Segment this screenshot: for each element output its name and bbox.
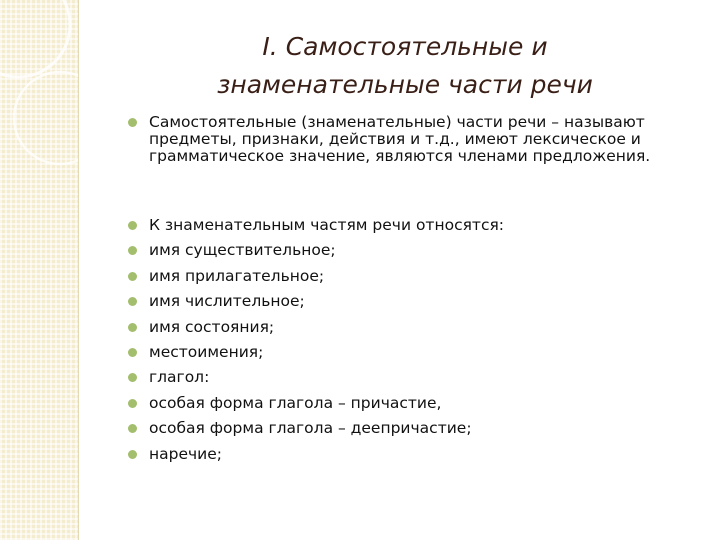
list-item: [127, 391, 707, 416]
bullet-icon: [128, 450, 137, 459]
bullet-icon: [128, 272, 137, 281]
intro-line-3: грамматическое значение, являются членами предложения.: [149, 147, 651, 165]
list-item-text: К знаменательным частям речи относятся:: [149, 216, 505, 234]
slide-title-line-1: I. Самостоятельные и: [262, 32, 548, 61]
bullet-icon: [128, 424, 137, 433]
list-item-text: особая форма глагола – деепричастие;: [149, 419, 472, 438]
slide-content: [127, 114, 707, 467]
list-item-text: местоимения;: [149, 343, 264, 362]
list-item-text: наречие;: [149, 444, 222, 463]
intro-line-1: Самостоятельные (знаменательные) части речи – называют: [149, 113, 645, 131]
list-item: [127, 416, 707, 441]
list-item: [127, 264, 707, 289]
bullet-icon: [128, 297, 137, 306]
bullet-icon: [128, 399, 137, 408]
list-item: [127, 289, 707, 314]
decorative-side-panel: [0, 0, 79, 540]
list-item-text: имя прилагательное;: [149, 266, 325, 285]
slide-title: [100, 28, 710, 104]
intro-line-2: предметы, признаки, действия и т.д., имеют лексическое и: [149, 130, 641, 148]
list-item: [127, 365, 707, 390]
list-item: [127, 442, 707, 467]
list-item-text: имя состояния;: [149, 317, 275, 336]
bullet-icon: [128, 118, 137, 127]
bullet-icon: [128, 323, 137, 332]
intro-paragraph: [127, 114, 707, 165]
slide-title-line-2: знаменательные части речи: [217, 70, 593, 99]
list-item-text: глагол:: [149, 368, 210, 387]
parts-of-speech-list: [127, 213, 707, 467]
list-item: [127, 238, 707, 263]
list-item: [127, 213, 707, 238]
list-item-text: особая форма глагола – причастие,: [149, 393, 442, 412]
bullet-icon: [128, 221, 137, 230]
list-item-text: имя существительное;: [149, 241, 336, 260]
bullet-icon: [128, 373, 137, 382]
bullet-icon: [128, 348, 137, 357]
decorative-circles: [0, 0, 78, 540]
list-item: [127, 340, 707, 365]
list-item: [127, 315, 707, 340]
bullet-icon: [128, 246, 137, 255]
list-item-text: имя числительное;: [149, 292, 305, 311]
